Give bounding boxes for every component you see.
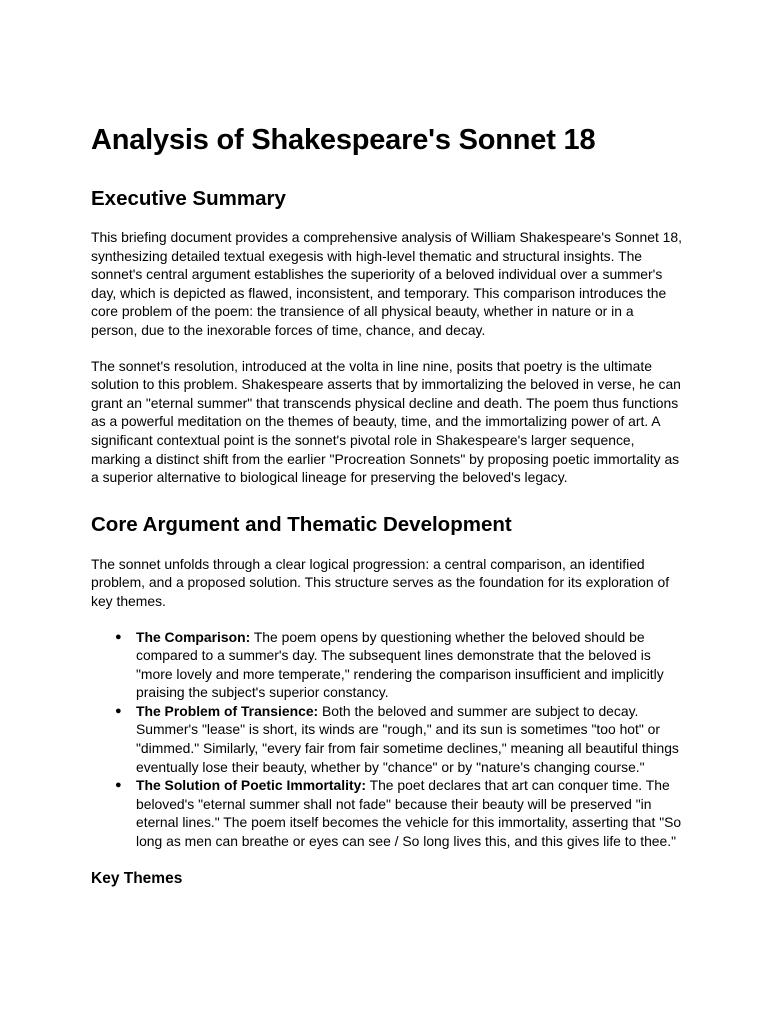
- core-argument-intro: The sonnet unfolds through a clear logical progression: a central comparison, an identified problem, and a proposed solution. This structure serves as the foundation for its exploration of key themes.: [91, 555, 670, 609]
- bullet-icon: ●: [115, 630, 122, 643]
- document-title: Analysis of Shakespeare's Sonnet 18: [91, 124, 596, 156]
- bullet-text: Both the beloved and summer are subject to decay. Summer's "lease" is short, its winds are "rough," and its sun is sometimes "too hot" or "dimmed." Similarly, "every fair from fair sometime declines," meaning all beautiful things eventually lose their beauty, whether by "chance" or by "nature's changing course.": [136, 702, 679, 775]
- bullet-lead: The Problem of Transience:: [136, 702, 319, 719]
- bullet-text: The poet declares that art can conquer time. The beloved's "eternal summer shall not fade" because their beauty will be preserved "in eternal lines." The poem itself becomes the vehicle for this immortality, asserting that "So long as men can breathe or eyes can see / So long lives this, and this gives life to thee.": [136, 777, 682, 850]
- heading-core-argument: Core Argument and Thematic Development: [91, 512, 512, 536]
- executive-summary-paragraph-1: This briefing document provides a comprehensive analysis of William Shakespeare's Sonnet 18, synthesizing detailed textual exegesis with high-level thematic and structural insights. The sonnet's central argument establishes the superiority of a beloved individual over a summer's day, which is depicted as flawed, inconsistent, and temporary. This comparison introduces the core problem of the poem: the transience of all physical beauty, whether in nature or in a person, due to the inexorable forces of time, chance, and decay.: [91, 229, 682, 338]
- bullet-icon: ●: [115, 779, 122, 792]
- heading-executive-summary: Executive Summary: [91, 187, 286, 210]
- list-item: [115, 628, 682, 702]
- bullet-lead: The Solution of Poetic Immortality:: [136, 777, 366, 794]
- bullet-text: The poem opens by questioning whether the beloved should be compared to a summer's day. The subsequent lines demonstrate that the beloved is "more lovely and more temperate," rendering the comparison insufficient and implicitly praising the subject's superior constancy.: [136, 628, 664, 701]
- bullet-icon: ●: [115, 704, 122, 717]
- list-item: [115, 702, 682, 776]
- heading-key-themes: Key Themes: [91, 869, 183, 887]
- bullet-lead: The Comparison:: [136, 628, 251, 645]
- list-item: [115, 776, 682, 850]
- core-argument-bullet-list: [91, 628, 682, 851]
- executive-summary-paragraph-2: The sonnet's resolution, introduced at the volta in line nine, posits that poetry is the ultimate solution to this problem. Shakespeare asserts that by immortalizing the beloved in verse, he can grant an "eternal summer" that transcends physical decline and death. The poem thus functions as a powerful meditation on the themes of beauty, time, and the immortalizing power of art. A significant contextual point is the sonnet's pivotal role in Shakespeare's larger sequence, marking a distinct shift from the earlier "Procreation Sonnets" by proposing poetic immortality as a superior alternative to biological lineage for preserving the beloved's legacy.: [91, 357, 681, 486]
